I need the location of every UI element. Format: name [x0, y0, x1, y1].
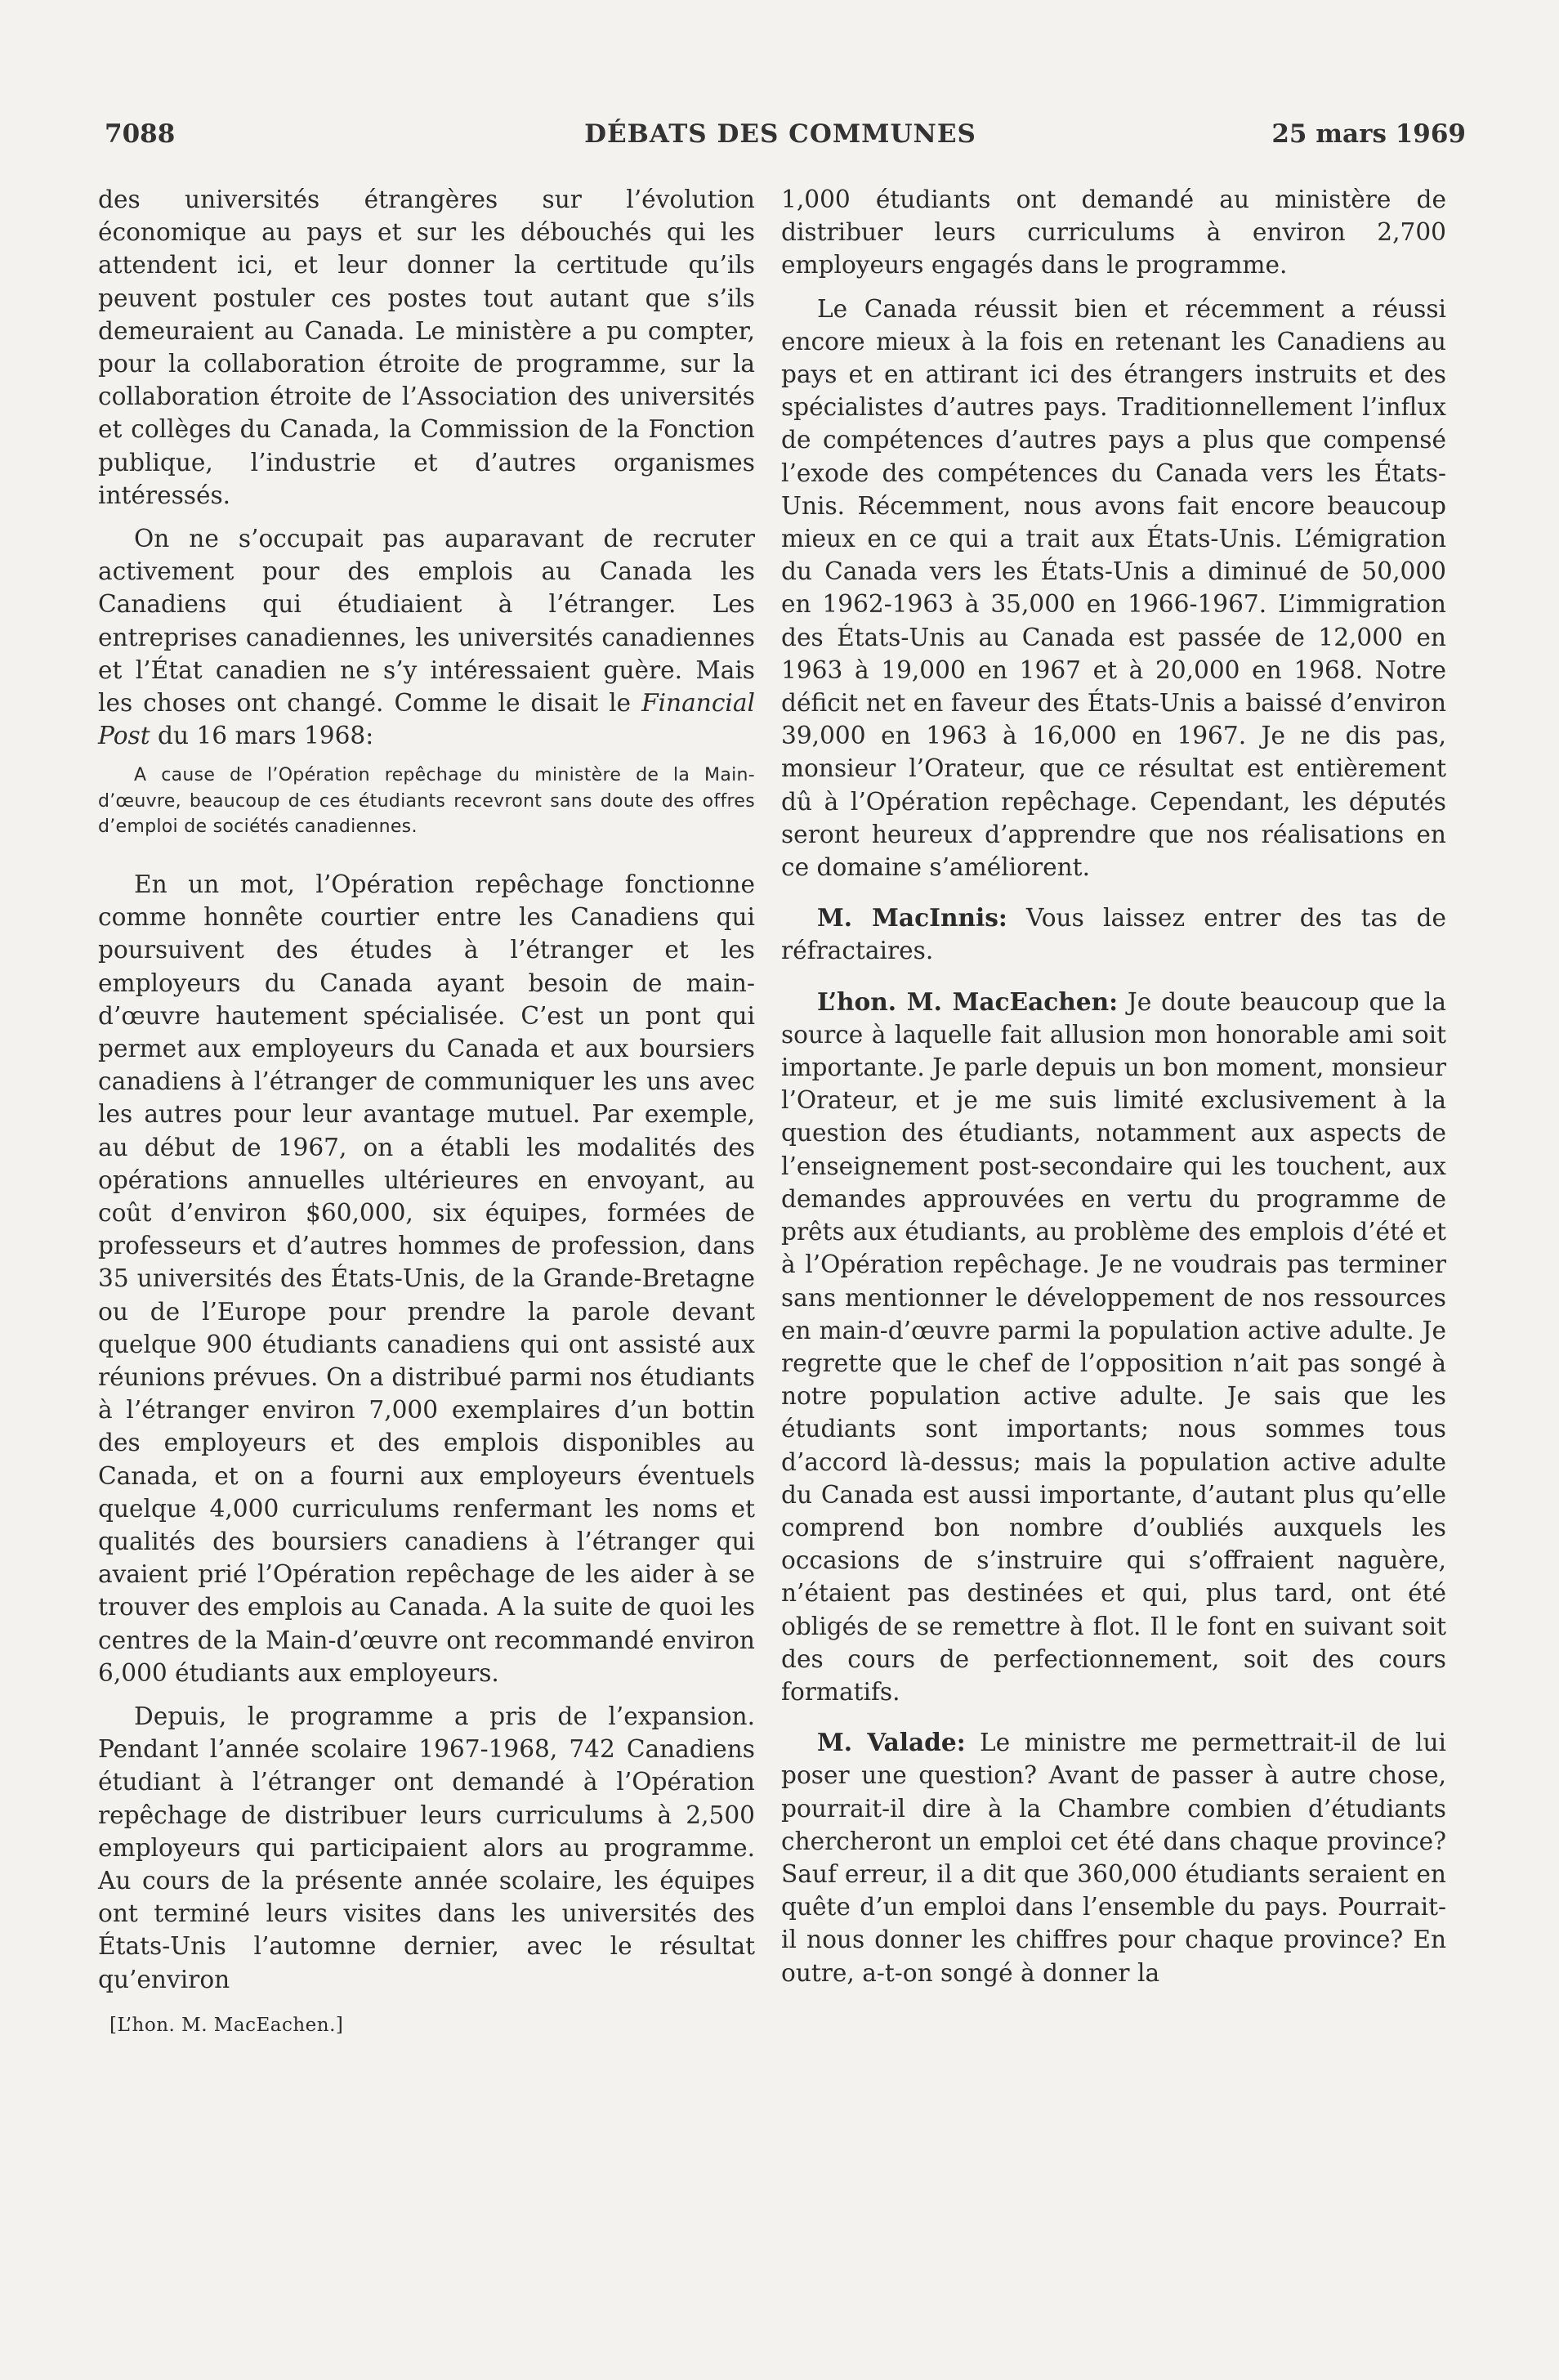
paragraph: 1,000 étudiants ont demandé au ministère de distribuer leurs curriculums à environ 2,700 employeurs engagés dans le programme. [781, 186, 1446, 280]
paragraph: Depuis, le programme a pris de l’expansion. Pendant l’année scolaire 1967-1968, 742 Canadiens étudiant à l’étranger ont demandé à l’Opération repêchage de distribuer leurs curriculums à 2,500 employeurs qui participaient alors au programme. Au cours de la présente année scolaire, les équipes ont terminé leurs visites dans les universités des États-Unis l’automne dernier, avec le résultat qu’environ [98, 1702, 755, 1993]
speech-macinnis [781, 901, 1446, 967]
speech-text: Le ministre me permettrait-il de lui poser une question? Avant de passer à autre chose, pourrait-il dire à la Chambre combien d’étudiants chercheront un emploi cet été dans chaque province? Sauf erreur, il a dit que 360,000 étudiants seraient en quête d’un emploi dans l’ensemble du pays. Pourrait-il nous donner les chiffres pour chaque province? En outre, a-t-on songé à donner la [781, 1729, 1446, 1987]
paragraph: Le Canada réussit bien et récemment a réussi encore mieux à la fois en retenant les Canadiens au pays et en attirant ici des étrangers instruits et des spécialistes d’autres pays. Traditionnellement l’influx de compétences d’autres pays a plus que compensé l’exode des compétences du Canada vers les États-Unis. Récemment, nous avons fait encore beaucoup mieux en ce qui a trait aux États-Unis. L’émigration du Canada vers les États-Unis a diminué de 50,000 en 1962-1963 à 35,000 en 1966-1967. L’immigration des États-Unis au Canada est passée de 12,000 en 1963 à 19,000 en 1967 et à 20,000 en 1968. Notre déficit net en faveur des États-Unis a baissé d’environ 39,000 en 1963 à 16,000 en 1967. Je ne dis pas, monsieur l’Orateur, que ce résultat est entièrement dû à l’Opération repêchage. Cependant, les députés seront heureux d’apprendre que nos réalisations en ce domaine s’améliorent. [781, 294, 1446, 882]
paragraph: En un mot, l’Opération repêchage fonctionne comme honnête courtier entre les Canadiens qui poursuivent des études à l’étranger et les employeurs du Canada ayant besoin de main-d’œuvre hautement spécialisée. C’est un pont qui permet aux employeurs du Canada et aux boursiers canadiens à l’étranger de communiquer les uns avec les autres pour leur avantage mutuel. Par exemple, au début de 1967, on a établi les modalités des opérations annuelles ultérieures en envoyant, au coût d’environ $60,000, six équipes, formées de professeurs et d’autres hommes de profession, dans 35 universités des États-Unis, de la Grande-Bretagne ou de l’Europe pour prendre la parole devant quelque 900 étudiants canadiens qui ont assisté aux réunions prévues. On a distribué parmi nos étudiants à l’étranger environ 7,000 exemplaires d’un bottin des employeurs et des emplois disponibles au Canada, et on a fourni aux employeurs éventuels quelque 4,000 curriculums renfermant les noms et qualités des boursiers canadiens à l’étranger qui avaient prié l’Opération repêchage de les aider à se trouver des emplois au Canada. A la suite de quoi les centres de la Main-d’œuvre ont recommandé environ 6,000 étudiants aux employeurs. [98, 870, 755, 1687]
paragraph [98, 522, 755, 752]
page-date: 25 mars 1969 [1271, 119, 1466, 149]
publication-name: Financial Post [98, 689, 755, 750]
speech-text: Je doute beaucoup que la source à laquelle fait allusion mon honorable ami soit importante. Je parle depuis un bon moment, monsieur l’Orateur, et je me suis limité exclusivement à la question des étudiants, notamment aux aspects de l’enseignement post-secondaire qui les touchent, aux demandes approuvées en vertu du programme de prêts aux étudiants, au problème des emplois d’été et à l’Opération repêchage. Je ne voudrais pas terminer sans mentionner le développement de nos ressources en main-d’œuvre parmi la population active adulte. Je regrette que le chef de l’opposition n’ait pas songé à notre population active adulte. Je sais que les étudiants sont importants; nous sommes tous d’accord là-dessus; mais la population active adulte du Canada est aussi importante, d’autant plus qu’elle comprend bon nombre d’oubliés auxquels les occasions de s’instruire qui s’offraient naguère, n’étaient pas destinées et qui, plus tard, ont été obligés de se remettre à flot. Il le font en suivant soit des cours de perfectionnement, soit des cours formatifs. [781, 987, 1446, 1706]
speech-valade [781, 1726, 1446, 1989]
paragraph-text: On ne s’occupait pas auparavant de recruter activement pour des emplois au Canada les Canadiens qui étudiaient à l’étranger. Les entreprises canadiennes, les universités canadiennes et l’État canadien ne s’y intéressaient guère. Mais les choses ont changé. Comme le disait le [98, 525, 755, 718]
speaker-attribution: [L’hon. M. MacEachen.] [109, 2014, 344, 2036]
right-column [781, 183, 1446, 2000]
speech-maceachen [781, 986, 1446, 1708]
page-header [95, 119, 1466, 159]
block-quote: A cause de l’Opération repêchage du ministère de la Main-d’œuvre, beaucoup de ces étudiants recevront sans doute des offres d’emploi de sociétés canadiennes. [98, 765, 755, 838]
speech-text: Vous laissez entrer des tas de réfractaires. [781, 904, 1446, 965]
page-number: 7088 [105, 119, 176, 149]
paragraph-text: du 16 mars 1968: [158, 722, 374, 750]
paragraph: des universités étrangères sur l’évolution économique au pays et sur les débouchés qui les attendent ici, et leur donner la certitude qu’ils peuvent postuler ces postes tout autant que s’ils demeuraient au Canada. Le ministère a pu compter, pour la collaboration étroite de programme, sur la collaboration étroite de l’Association des universités et collèges du Canada, la Commission de la Fonction publique, l’industrie et d’autres organismes intéressés. [98, 186, 755, 509]
speaker-name: M. Valade: [817, 1728, 966, 1757]
left-column [98, 183, 755, 2038]
speaker-name: M. MacInnis: [817, 903, 1007, 933]
publication-title: DÉBATS DES COMMUNES [584, 119, 976, 149]
speaker-name: L’hon. M. MacEachen: [817, 986, 1119, 1016]
